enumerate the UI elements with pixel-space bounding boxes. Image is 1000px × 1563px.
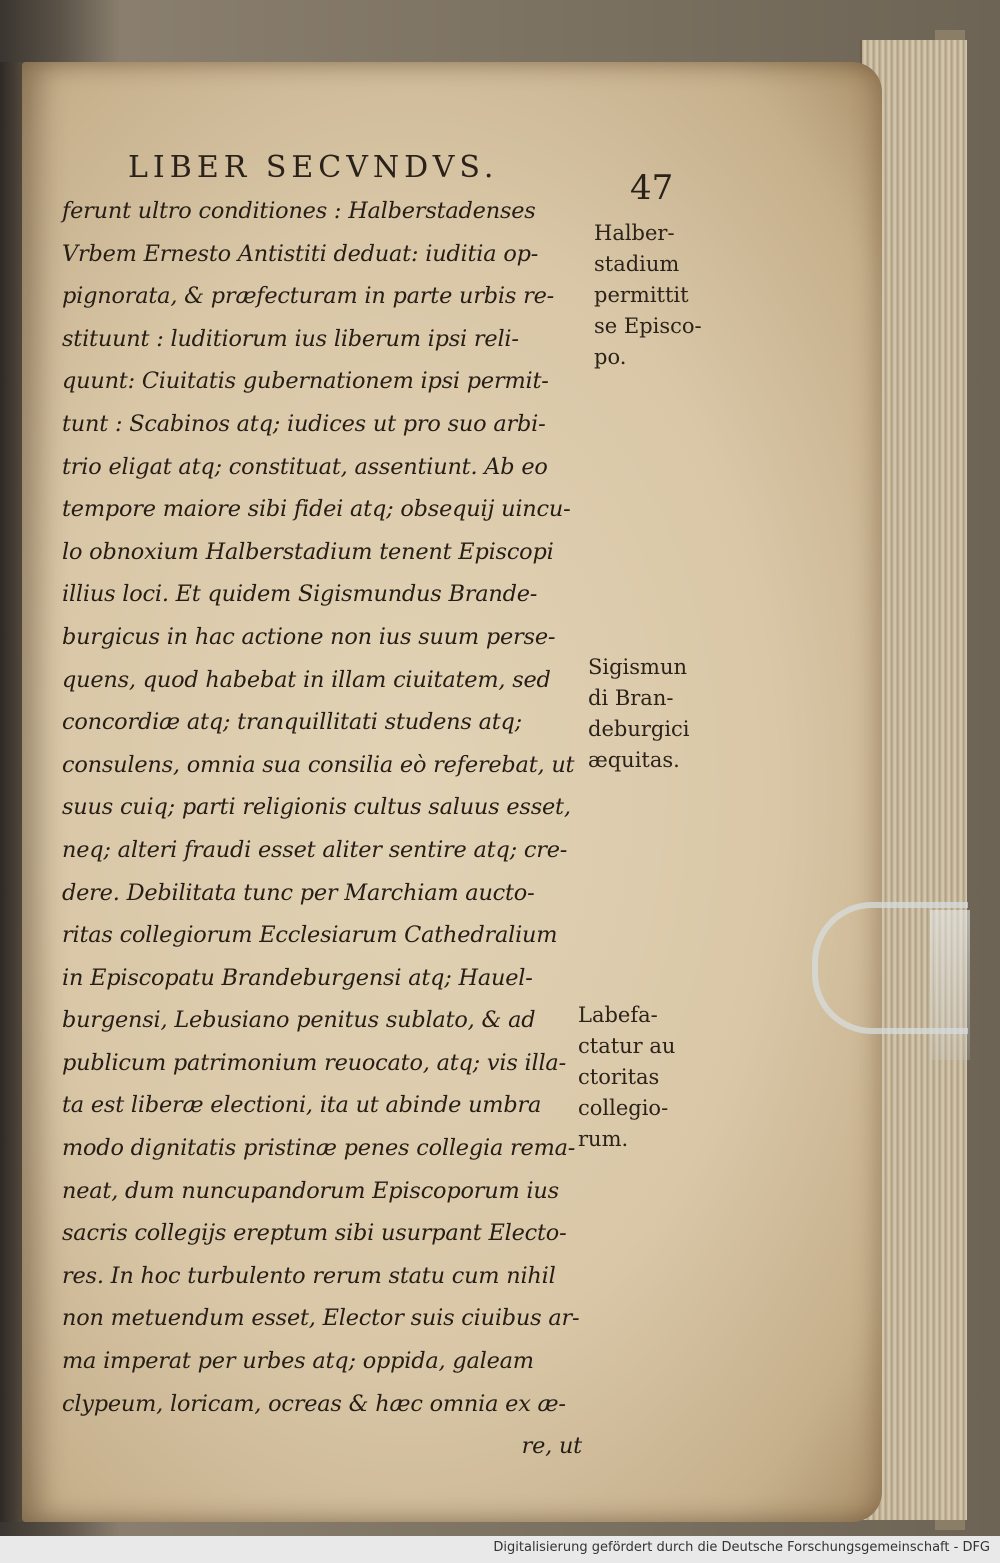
note-line: ctoritas [578,1065,660,1089]
note-line: se Episco- [594,314,702,338]
text-line: ta est liberæ electioni, ita ut abinde umbra [62,1092,542,1119]
text-line: res. In hoc turbulento rerum statu cum nihil [62,1262,556,1289]
page-number: 47 [630,168,674,208]
note-line: rum. [578,1127,629,1151]
text-line: Vrbem Ernesto Antistiti deduat: iuditia op- [62,240,539,267]
text-line: dere. Debilitata tunc per Marchiam aucto- [62,879,535,906]
text-line: stituunt : luditiorum ius liberum ipsi reli- [62,325,519,352]
catchword: re, ut [521,1433,582,1460]
text-line: in Episcopatu Brandeburgensi atq; Hauel- [62,964,533,991]
body-text [62,190,582,1468]
text-line: neq; alteri fraudi esset aliter sentire atq; cre- [62,836,568,863]
marginal-note-halberstadium [594,218,744,373]
text-line: burgensi, Lebusiano penitus sublato, & ad [62,1007,536,1034]
text-line: ritas collegiorum Ecclesiarum Cathedralium [62,922,558,949]
text-line: ma imperat per urbes atq; oppida, galeam [62,1348,534,1375]
text-line: clypeum, loricam, ocreas & hæc omnia ex æ- [62,1390,566,1417]
note-line: stadium [594,252,680,276]
text-line: lo obnoxium Halberstadium tenent Episcopi [62,538,554,565]
note-line: permittit [594,283,689,307]
text-line: illius loci. Et quidem Sigismundus Brande- [62,581,538,608]
text-line: trio eligat atq; constituat, assentiunt. Ab eo [62,453,548,480]
note-line: di Bran- [588,686,674,710]
note-line: ctatur au [578,1034,676,1058]
note-line: deburgici [588,717,690,741]
running-title: LIBER SECVNDVS. [128,150,499,185]
text-line: tempore maiore sibi fidei atq; obsequij uincu- [62,496,571,523]
text-line: modo dignitatis pristinæ penes collegia rema- [62,1135,576,1162]
note-line: æquitas. [588,748,680,772]
note-line: collegio- [578,1096,669,1120]
note-line: Labefa- [578,1003,658,1027]
text-line: burgicus in hac actione non ius suum perse- [62,623,556,650]
text-line: concordiæ atq; tranquillitati studens atq; [62,709,522,736]
text-line: consulens, omnia sua consilia eò referebat, ut [62,751,575,778]
text-line: ferunt ultro conditiones : Halberstadenses [62,198,536,224]
marginal-note-labefactatur [578,1000,728,1155]
text-line: quunt: Ciuitatis gubernationem ipsi permit- [62,368,549,395]
text-line: sacris collegijs ereptum sibi usurpant Electo- [62,1220,567,1247]
marginal-note-sigismundi [588,652,738,776]
text-line: publicum patrimonium reuocato, atq; vis illa- [62,1049,566,1076]
text-line: neat, dum nuncupandorum Episcoporum ius [62,1177,559,1204]
note-line: Sigismun [588,655,688,679]
text-line: suus cuiq; parti religionis cultus saluus esset, [62,794,571,821]
footer-bar [0,1536,1000,1563]
page-clip-tail [930,910,970,1060]
text-line: tunt : Scabinos atq; iudices ut pro suo arbi- [62,410,546,437]
text-line: pignorata, & præfecturam in parte urbis re- [62,283,554,310]
note-line: Halber- [594,221,675,245]
text-line: quens, quod habebat in illam ciuitatem, sed [62,666,551,693]
note-line: po. [594,345,627,369]
funding-credit: Digitalisierung gefördert durch die Deutsche Forschungsgemeinschaft - DFG [493,1540,990,1555]
text-line: non metuendum esset, Elector suis ciuibus ar- [62,1305,580,1332]
